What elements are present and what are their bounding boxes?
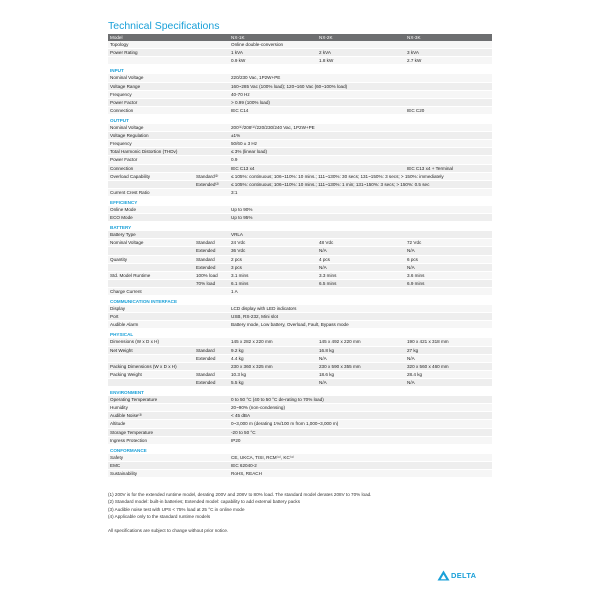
row-value: 16.8 kg: [317, 346, 405, 354]
row-sublabel: Standard⁽²⁾: [194, 172, 229, 180]
row-sublabel: [194, 41, 229, 49]
table-row: [108, 279, 492, 287]
row-value: ≤ 3% (linear load): [229, 148, 492, 156]
row-sublabel: [194, 132, 229, 140]
row-value: 4 pcs: [317, 255, 405, 263]
table-row: [108, 338, 492, 346]
row-sublabel: [194, 404, 229, 412]
row-sublabel: Extended: [194, 263, 229, 271]
row-sublabel: Standard: [194, 255, 229, 263]
row-value: Online double-conversion: [229, 41, 492, 49]
row-value: 2 kVA: [317, 49, 405, 57]
section-title: OUTPUT: [110, 117, 129, 123]
footnote: (3) Audible noise test with UPS < 75% load at 25 °C in online mode: [108, 506, 245, 512]
row-sublabel: [194, 321, 229, 329]
row-label: Nominal Voltage: [108, 74, 194, 82]
table-row: [108, 164, 492, 172]
row-value: 20~90% (non-condensing): [229, 404, 492, 412]
table-row: [108, 206, 492, 214]
row-sublabel: Extended: [194, 378, 229, 386]
row-value: 200⁽¹⁾/208⁽¹⁾/220/230/240 Vac, 1P2W+PE: [229, 124, 492, 132]
table-row: [108, 313, 492, 321]
row-label: Connection: [108, 106, 194, 114]
table-row: [108, 428, 492, 436]
row-label: Audible Alarm: [108, 321, 194, 329]
row-value: 6 pcs: [405, 255, 492, 263]
row-label: Quantity: [108, 255, 194, 263]
row-value: 6.5 mins: [317, 279, 405, 287]
spec-table: [108, 34, 492, 478]
row-value: IEC C20: [405, 106, 492, 114]
row-value: -20 to 50 °C: [229, 428, 492, 436]
row-sublabel: [194, 90, 229, 98]
table-row: [108, 412, 492, 420]
row-sublabel: [194, 469, 229, 477]
row-value: 24 Vdc: [229, 239, 317, 247]
row-label: [108, 279, 194, 287]
logo-text: DELTA: [451, 570, 477, 580]
row-label: [108, 263, 194, 271]
row-value: 145 x 492 x 220 mm: [317, 338, 405, 346]
row-label: [108, 247, 194, 255]
row-value: 18.6 kg: [317, 370, 405, 378]
row-sublabel: [194, 420, 229, 428]
section-title: BATTERY: [110, 225, 132, 231]
row-value: 3 kVA: [405, 49, 492, 57]
row-sublabel: Standard: [194, 346, 229, 354]
row-sublabel: Extended: [194, 354, 229, 362]
row-label: Power Factor: [108, 156, 194, 164]
section-header-row: [108, 444, 492, 454]
row-value: N/A: [405, 247, 492, 255]
row-label: Packing Dimensions (W x D x H): [108, 362, 194, 370]
row-value: IEC C14: [229, 106, 405, 114]
row-value: 50/60 ± 3 Hz: [229, 140, 492, 148]
row-label: [108, 378, 194, 386]
row-value: 1.8 kW: [317, 57, 405, 65]
row-value: IP20: [229, 436, 492, 444]
table-row: [108, 469, 492, 477]
table-row: [108, 57, 492, 65]
table-row: [108, 132, 492, 140]
table-row: [108, 41, 492, 49]
table-row: [108, 247, 492, 255]
row-label: Port: [108, 313, 194, 321]
row-value: N/A: [405, 263, 492, 271]
row-label: Frequency: [108, 90, 194, 98]
row-value: 2 pcs: [229, 255, 317, 263]
header-cell: [194, 34, 229, 41]
table-row: [108, 271, 492, 279]
row-value: 0.9 kW: [229, 57, 317, 65]
table-row: [108, 180, 492, 188]
row-value: 320 x 560 x 460 mm: [405, 362, 492, 370]
row-sublabel: [194, 164, 229, 172]
row-label: [108, 180, 194, 188]
row-label: Overload Capability: [108, 172, 194, 180]
row-sublabel: [194, 148, 229, 156]
row-value: IEC C13 x4 + Terminal: [405, 164, 492, 172]
table-row: [108, 420, 492, 428]
row-value: N/A: [405, 354, 492, 362]
table-row: [108, 305, 492, 313]
row-label: Display: [108, 305, 194, 313]
row-value: 5.5 kg: [229, 378, 317, 386]
row-value: 40-70 Hz: [229, 90, 492, 98]
row-label: EMC: [108, 461, 194, 469]
row-value: 3.6 mins: [405, 271, 492, 279]
header-cell: NX-2K: [317, 34, 405, 41]
row-sublabel: [194, 106, 229, 114]
row-sublabel: Extended: [194, 247, 229, 255]
table-header-row: [108, 34, 492, 41]
row-value: 4.4 kg: [229, 354, 317, 362]
row-sublabel: [194, 338, 229, 346]
table-row: [108, 188, 492, 196]
table-row: [108, 346, 492, 354]
row-label: Power Factor: [108, 98, 194, 106]
row-label: Total Harmonic Distortion (THDv): [108, 148, 194, 156]
row-value: N/A: [317, 354, 405, 362]
row-value: N/A: [317, 247, 405, 255]
row-label: Charge Current: [108, 287, 194, 295]
row-value: < 45 dBA: [229, 412, 492, 420]
row-sublabel: [194, 124, 229, 132]
table-row: [108, 378, 492, 386]
table-row: [108, 90, 492, 98]
row-label: Net Weight: [108, 346, 194, 354]
row-label: Power Rating: [108, 49, 194, 57]
section-header-row: [108, 196, 492, 206]
page-title: Technical Specifications: [108, 20, 220, 32]
row-sublabel: [194, 396, 229, 404]
table-row: [108, 49, 492, 57]
section-header-row: [108, 222, 492, 232]
row-label: Packing Weight: [108, 370, 194, 378]
row-sublabel: 70% load: [194, 279, 229, 287]
section-title: ENVIRONMENT: [110, 390, 144, 396]
row-value: 145 x 282 x 220 mm: [229, 338, 317, 346]
row-sublabel: [194, 305, 229, 313]
row-value: LCD display with LED indicators: [229, 305, 492, 313]
row-value: 3.1 mins: [229, 271, 317, 279]
row-label: Online Mode: [108, 206, 194, 214]
row-value: 6.9 mins: [405, 279, 492, 287]
table-row: [108, 461, 492, 469]
row-value: 72 Vdc: [405, 239, 492, 247]
row-value: 230 x 590 x 355 mm: [317, 362, 405, 370]
section-title: PHYSICAL: [110, 332, 134, 338]
row-sublabel: [194, 428, 229, 436]
header-cell: NX-3K: [405, 34, 492, 41]
row-sublabel: [194, 231, 229, 239]
row-sublabel: [194, 188, 229, 196]
spec-table-body: [108, 34, 492, 478]
row-sublabel: [194, 454, 229, 462]
row-label: Topology: [108, 41, 194, 49]
row-label: Battery Type: [108, 231, 194, 239]
row-value: 2.7 kW: [405, 57, 492, 65]
section-title: EFFICIENCY: [110, 199, 138, 205]
footnote: (2) Standard model: built-in batteries; Extended model: capability to add external battery packs: [108, 499, 301, 505]
section-title: INPUT: [110, 68, 124, 74]
row-sublabel: [194, 436, 229, 444]
row-value: 0~3,000 m (derating 1%/100 m from 1,000~3,000 m): [229, 420, 492, 428]
row-label: Altitude: [108, 420, 194, 428]
footnotes: [108, 491, 498, 521]
row-label: Current Crest Ratio: [108, 188, 194, 196]
row-sublabel: [194, 74, 229, 82]
row-label: [108, 354, 194, 362]
row-value: CE, UKCA, TISI, RCM⁽⁴⁾, KC⁽⁴⁾: [229, 454, 492, 462]
table-row: [108, 436, 492, 444]
row-value: 48 Vdc: [317, 239, 405, 247]
table-row: [108, 263, 492, 271]
row-sublabel: 100% load: [194, 271, 229, 279]
row-value: USB, RS-232, Mini slot: [229, 313, 492, 321]
table-row: [108, 404, 492, 412]
row-sublabel: [194, 49, 229, 57]
section-header-row: [108, 65, 492, 75]
disclaimer: All specifications are subject to change without prior notice.: [108, 528, 229, 533]
row-value: 230 x 360 x 325 mm: [229, 362, 317, 370]
row-label: Audible Noise⁽³⁾: [108, 412, 194, 420]
row-value: 1 kVA: [229, 49, 317, 57]
header-cell: NX-1K: [229, 34, 317, 41]
row-label: Voltage Regulation: [108, 132, 194, 140]
footnote: (1) 200V is for the extended runtime model, derating 200V and 208V to 80% load. The standard model derates 208V to 70% load.: [108, 492, 372, 497]
row-value: ±1%: [229, 132, 492, 140]
table-row: [108, 354, 492, 362]
table-row: [108, 255, 492, 263]
table-row: [108, 362, 492, 370]
row-value: 6.1 mins: [229, 279, 317, 287]
table-row: [108, 172, 492, 180]
row-value: 0.9: [229, 156, 492, 164]
section-header-row: [108, 296, 492, 306]
row-label: Nominal Voltage: [108, 124, 194, 132]
table-row: [108, 370, 492, 378]
row-sublabel: [194, 362, 229, 370]
row-value: ≤ 105%: continuous; 106~110%: 10 mins.; 111~130%: 1 min; 131~150%: 3 secs; > 150%: 0.5 sec: [229, 180, 492, 188]
row-value: 0 to 50 °C (40 to 50 °C de-rating to 70% load): [229, 396, 492, 404]
row-label: Safety: [108, 454, 194, 462]
row-label: Voltage Range: [108, 82, 194, 90]
row-value: Up to 90%: [229, 206, 492, 214]
row-sublabel: Standard: [194, 370, 229, 378]
table-row: [108, 74, 492, 82]
row-value: Up to 95%: [229, 214, 492, 222]
row-value: 36 Vdc: [229, 247, 317, 255]
row-value: 10.3 kg: [229, 370, 317, 378]
row-label: Frequency: [108, 140, 194, 148]
delta-logo: [437, 569, 476, 581]
row-label: Ingress Protection: [108, 436, 194, 444]
row-label: Connection: [108, 164, 194, 172]
row-value: 28.4 kg: [405, 370, 492, 378]
row-sublabel: Standard: [194, 239, 229, 247]
row-label: [108, 57, 194, 65]
row-label: Nominal Voltage: [108, 239, 194, 247]
row-value: 190 x 421 x 318 mm: [405, 338, 492, 346]
row-label: Std. Model Runtime: [108, 271, 194, 279]
row-sublabel: [194, 82, 229, 90]
row-value: Battery mode, Low battery, Overload, Fault, Bypass mode: [229, 321, 492, 329]
row-sublabel: Extended⁽²⁾: [194, 180, 229, 188]
row-label: Humidity: [108, 404, 194, 412]
row-value: IEC 62040-2: [229, 461, 492, 469]
row-sublabel: [194, 214, 229, 222]
table-row: [108, 98, 492, 106]
delta-triangle-icon: [437, 570, 450, 581]
table-row: [108, 148, 492, 156]
row-label: Operating Temperature: [108, 396, 194, 404]
row-value: 3:1: [229, 188, 492, 196]
row-value: N/A: [405, 378, 492, 386]
row-sublabel: [194, 206, 229, 214]
row-value: 3 pcs: [229, 263, 317, 271]
row-value: 3.3 mins: [317, 271, 405, 279]
row-sublabel: [194, 140, 229, 148]
table-row: [108, 396, 492, 404]
row-value: N/A: [317, 378, 405, 386]
row-sublabel: [194, 98, 229, 106]
table-row: [108, 239, 492, 247]
row-value: 27 kg: [405, 346, 492, 354]
table-row: [108, 287, 492, 295]
section-header-row: [108, 114, 492, 124]
row-sublabel: [194, 287, 229, 295]
table-row: [108, 321, 492, 329]
table-row: [108, 82, 492, 90]
table-row: [108, 214, 492, 222]
row-value: VRLA: [229, 231, 492, 239]
table-row: [108, 156, 492, 164]
section-title: COMMUNICATION INTERFACE: [110, 299, 178, 304]
table-row: [108, 454, 492, 462]
table-row: [108, 140, 492, 148]
row-value: RoHS, REACH: [229, 469, 492, 477]
row-value: 160~285 Vac (100% load); 120~160 Vac (60~100% load): [229, 82, 492, 90]
row-label: Storage Temperature: [108, 428, 194, 436]
row-sublabel: [194, 461, 229, 469]
section-header-row: [108, 329, 492, 339]
row-sublabel: [194, 412, 229, 420]
row-sublabel: [194, 313, 229, 321]
footnote: (4) Applicable only to the standard runtime models: [108, 514, 211, 520]
table-row: [108, 106, 492, 114]
row-value: N/A: [317, 263, 405, 271]
table-row: [108, 231, 492, 239]
row-value: 9.2 kg: [229, 346, 317, 354]
row-label: Dimensions (W x D x H): [108, 338, 194, 346]
row-label: Sustainability: [108, 469, 194, 477]
row-value: 220/230 Vac, 1P2W+PE: [229, 74, 492, 82]
section-header-row: [108, 387, 492, 397]
row-sublabel: [194, 156, 229, 164]
row-value: 1 A: [229, 287, 492, 295]
row-value: ≤ 105%: continuous; 106~110%: 10 mins.; 111~130%: 30 secs; 131~150%: 3 secs; > 150%: immediately: [229, 172, 492, 180]
row-value: IEC C13 x4: [229, 164, 405, 172]
table-row: [108, 124, 492, 132]
row-label: ECO Mode: [108, 214, 194, 222]
row-value: > 0.99 (100% load): [229, 98, 492, 106]
row-sublabel: [194, 57, 229, 65]
header-cell: Model: [108, 34, 194, 41]
section-title: CONFORMANCE: [110, 447, 147, 453]
